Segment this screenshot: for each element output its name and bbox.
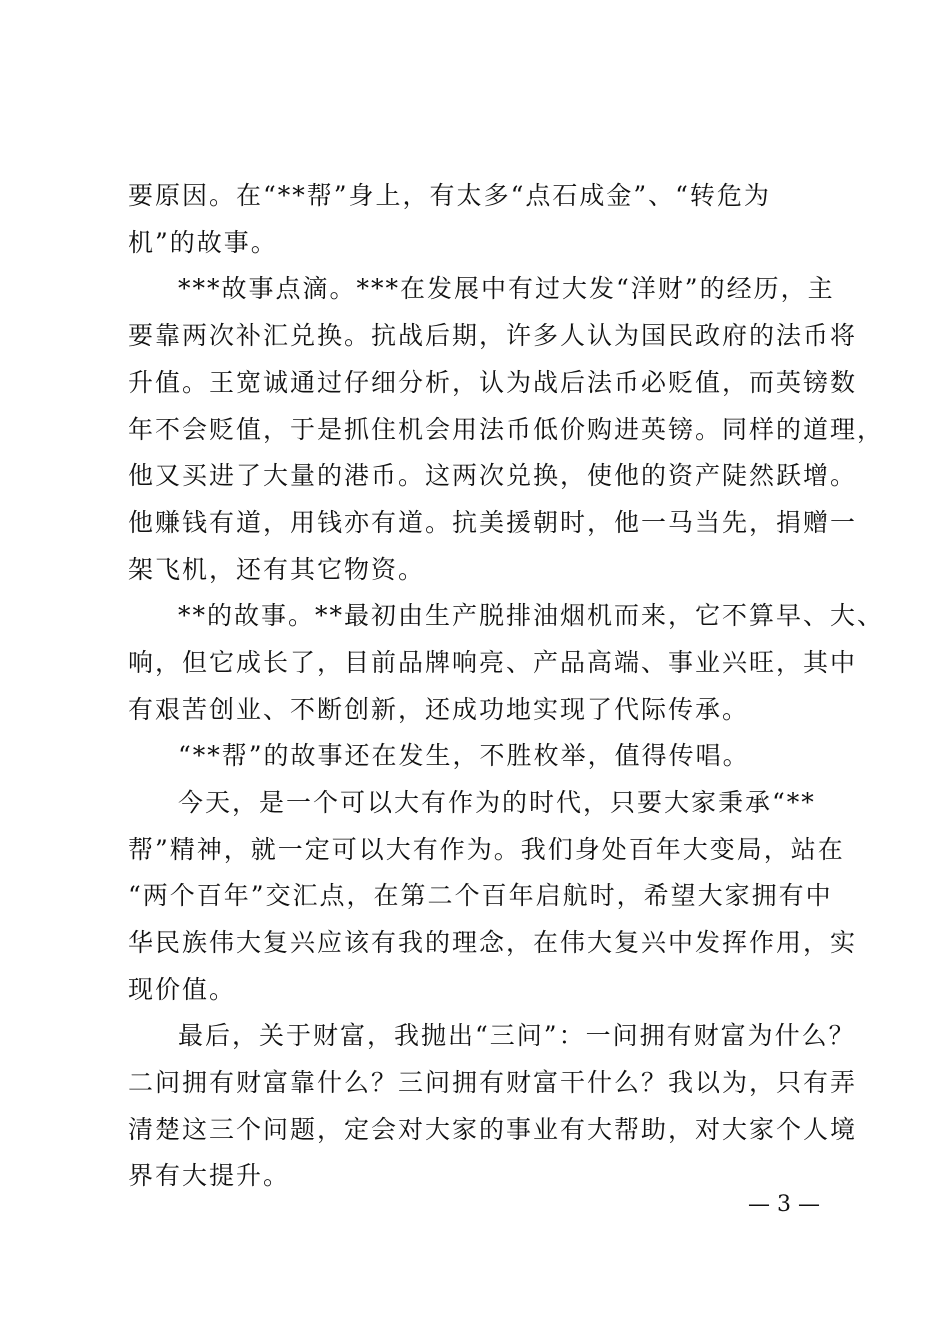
- text-line: 要靠两次补汇兑换。抗战后期，许多人认为国民政府的法币将: [128, 321, 858, 350]
- text-line: 响，但它成长了，目前品牌响亮、产品高端、事业兴旺，其中: [128, 648, 858, 677]
- text-line: 机”的故事。: [128, 228, 278, 257]
- text-line: 界有大提升。: [128, 1161, 291, 1190]
- text-line: “两个百年”交汇点，在第二个百年启航时，希望大家拥有中: [128, 881, 833, 910]
- text-line: 二问拥有财富靠什么？三问拥有财富干什么？我以为，只有弄: [128, 1068, 858, 1097]
- page-number: — 3 —: [748, 1192, 820, 1217]
- paragraph-start-line: 最后，关于财富，我抛出“三问”：一问拥有财富为什么？: [178, 1021, 856, 1050]
- text-line: 要原因。在“**帮”身上，有太多“点石成金”、“转危为: [128, 181, 771, 210]
- text-line: 清楚这三个问题，定会对大家的事业有大帮助，对大家个人境: [128, 1115, 858, 1144]
- text-line: 现价值。: [128, 975, 237, 1004]
- text-line: 华民族伟大复兴应该有我的理念，在伟大复兴中发挥作用，实: [128, 928, 858, 957]
- text-line: 有艰苦创业、不断创新，还成功地实现了代际传承。: [128, 695, 750, 724]
- text-line: 年不会贬值，于是抓住机会用法币低价购进英镑。同样的道理，: [128, 415, 885, 444]
- paragraph-start-line: 今天，是一个可以大有作为的时代，只要大家秉承“**: [178, 788, 816, 817]
- paragraph-start-line: “**帮”的故事还在发生，不胜枚举，值得传唱。: [178, 741, 750, 770]
- paragraph-start-line: ***故事点滴。***在发展中有过大发“洋财”的经历，主: [178, 274, 835, 303]
- text-line: 他赚钱有道，用钱亦有道。抗美援朝时，他一马当先，捐赠一: [128, 508, 858, 537]
- paragraph-start-line: **的故事。**最初由生产脱排油烟机而来，它不算早、大、: [178, 601, 885, 630]
- text-line: 他又买进了大量的港币。这两次兑换，使他的资产陡然跃增。: [128, 461, 858, 490]
- text-line: 升值。王宽诚通过仔细分析，认为战后法币必贬值，而英镑数: [128, 368, 858, 397]
- text-line: 帮”精神，就一定可以大有作为。我们身处百年大变局，站在: [128, 835, 845, 864]
- text-line: 架飞机，还有其它物资。: [128, 555, 426, 584]
